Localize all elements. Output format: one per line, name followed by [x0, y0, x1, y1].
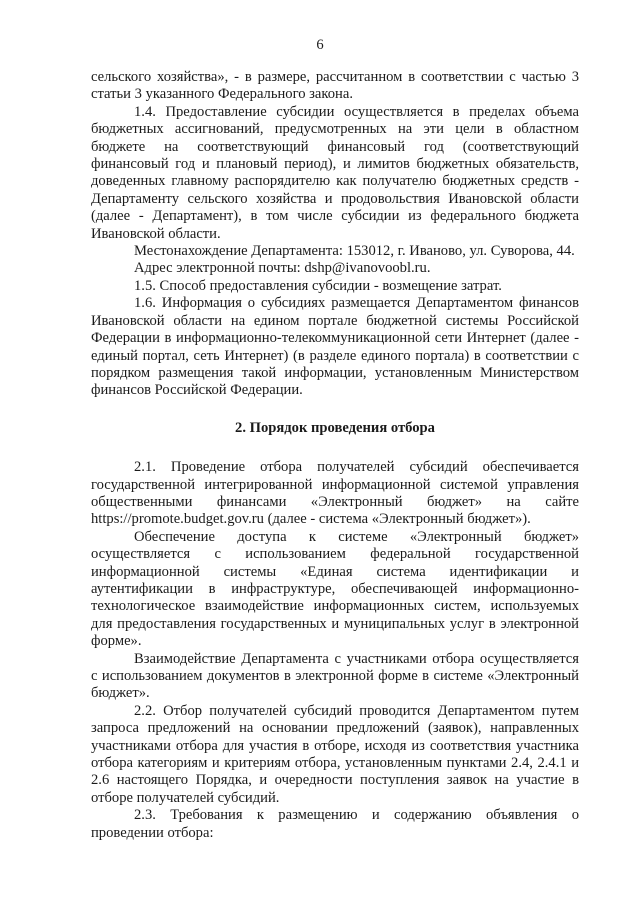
paragraph-1-5: 1.5. Способ предоставления субсидии - возмещение затрат. — [134, 277, 502, 294]
paragraph-location: Местонахождение Департамента: 153012, г. Иваново, ул. Суворова, 44. — [134, 243, 575, 260]
paragraph-email: Адрес электронной почты: dshp@ivanovoobl.ru. — [134, 260, 431, 277]
document-body — [91, 69, 579, 842]
paragraph-1-6: 1.6. Информация о субсидиях размещается Департаментом финансов Ивановской области на едином портале бюджетной системы Российской Федерации в информационно-телекоммуникационной сети Интернет (далее - единый портал, сеть Интернет) (в разделе единого портала) в соответствии с порядком размещения такой информации, установленным Министерством финансов Российской Федерации. — [91, 295, 579, 399]
paragraph-access: Обеспечение доступа к системе «Электронный бюджет» осуществляется с использованием федеральной государственной информационной системы «Единая система идентификации и аутентификации в инфраструктуре, обеспечивающей информационно-технологическое взаимодействие информационных систем, используемых для предоставления государственных и муниципальных услуг в электронной форме». — [91, 528, 579, 650]
paragraph-interaction: Взаимодействие Департамента с участниками отбора осуществляется с использованием документов в электронной форме в системе «Электронный бюджет». — [91, 650, 579, 702]
paragraph-2-3: 2.3. Требования к размещению и содержанию объявления о проведении отбора: — [91, 807, 579, 841]
paragraph-2-2: 2.2. Отбор получателей субсидий проводится Департаментом путем запроса предложений на основании предложений (заявок), направленных участниками отбора для участия в отборе, исходя из соответствия участника отбора категориям и критериям отбора, установленным пунктами 2.4, 2.4.1 и 2.6 настоящего Порядка, и очередности поступления заявок на участие в отборе получателей субсидий. — [91, 702, 579, 806]
page-number: 6 — [316, 37, 324, 53]
section-heading: 2. Порядок проведения отбора — [235, 419, 435, 436]
paragraph-1-4: 1.4. Предоставление субсидии осуществляется в пределах объема бюджетных ассигнований, предусмотренных на эти цели в областном бюджете на соответствующий финансовый год (соответствующий финансовый год и плановый период), и лимитов бюджетных обязательств, доведенных главному распорядителю как получателю бюджетных средств - Департаменту сельского хозяйства и продовольствия Ивановской области (далее - Департамент), в том числе субсидии из федерального бюджета Ивановской области. — [91, 103, 579, 242]
paragraph-2-1: 2.1. Проведение отбора получателей субсидий обеспечивается государственной интегрированной информационной системой управления общественными финансами «Электронный бюджет» на сайте https://promote.budget.gov.ru (далее - система «Электронный бюджет»). — [91, 459, 579, 528]
paragraph-continuation: сельского хозяйства», - в размере, рассчитанном в соответствии с частью 3 статьи 3 указанного Федерального закона. — [91, 69, 579, 103]
